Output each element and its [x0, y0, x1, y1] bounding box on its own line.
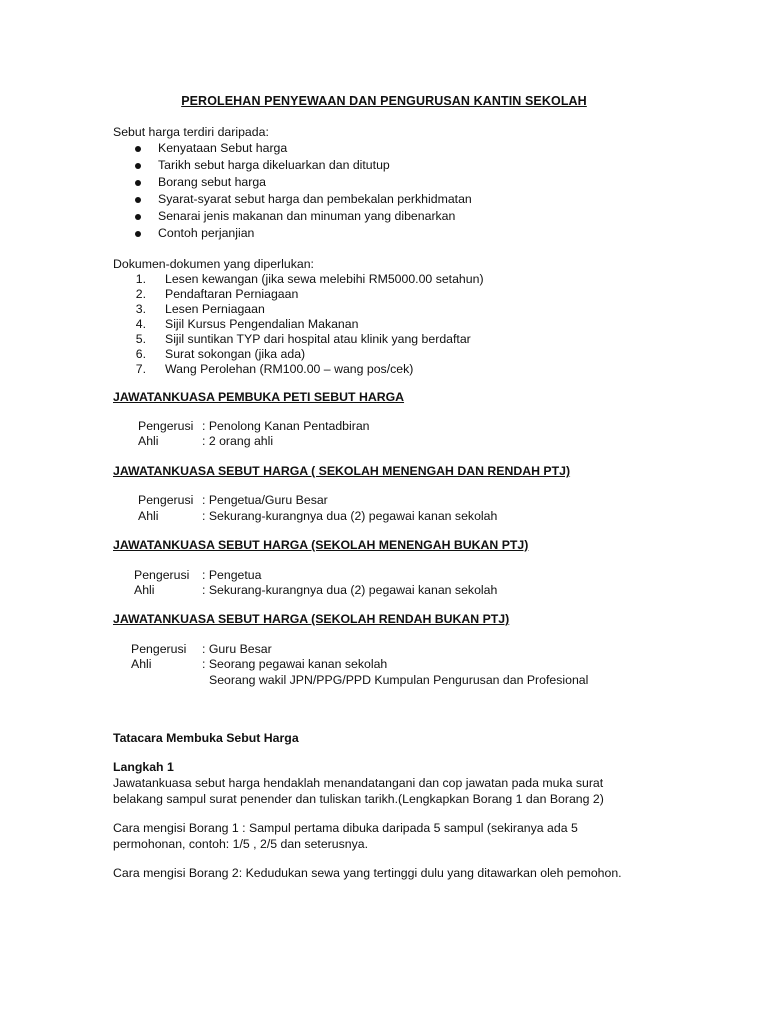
paragraph-line: permohonan, contoh: 1/5 , 2/5 dan seterusnya.	[113, 837, 368, 851]
committee-value: : Guru Besar	[202, 642, 272, 656]
bullet-icon	[135, 180, 141, 186]
committee-role: Pengerusi	[131, 642, 187, 656]
list-number: 5.	[135, 332, 146, 346]
list-number: 7.	[135, 362, 146, 376]
list-item: Contoh perjanjian	[158, 226, 255, 240]
committee-role: Pengerusi	[134, 568, 190, 582]
list-item: Lesen Perniagaan	[165, 302, 265, 316]
bullet-icon	[135, 146, 141, 152]
list-number: 1.	[135, 272, 146, 286]
committee-role: Pengerusi	[138, 493, 194, 507]
committee-extra: Seorang wakil JPN/PPG/PPD Kumpulan Pengurusan dan Profesional	[209, 673, 589, 687]
committee-value: : Sekurang-kurangnya dua (2) pegawai kanan sekolah	[202, 509, 498, 523]
committee-value: : Pengetua	[202, 568, 262, 582]
list-item: Lesen kewangan (jika sewa melebihi RM5000.00 setahun)	[165, 272, 484, 286]
list-item: Kenyataan Sebut harga	[158, 141, 288, 155]
committee-value: : Penolong Kanan Pentadbiran	[202, 419, 370, 433]
documents-label: Dokumen-dokumen yang diperlukan:	[113, 257, 314, 271]
committee-value: : Seorang pegawai kanan sekolah	[202, 657, 388, 671]
list-number: 2.	[135, 287, 146, 301]
paragraph-line: belakang sampul surat penender dan tuliskan tarikh.(Lengkapkan Borang 1 dan Borang 2)	[113, 792, 604, 806]
list-number: 4.	[135, 317, 146, 331]
list-item: Sijil suntikan TYP dari hospital atau klinik yang berdaftar	[165, 332, 471, 346]
list-item: Borang sebut harga	[158, 175, 267, 189]
committee-role: Ahli	[138, 434, 159, 448]
list-item: Sijil Kursus Pengendalian Makanan	[165, 317, 359, 331]
bullet-icon	[135, 163, 141, 169]
page-title: PEROLEHAN PENYEWAAN DAN PENGURUSAN KANTIN SEKOLAH	[181, 94, 587, 108]
committee-role: Ahli	[134, 583, 155, 597]
list-item: Tarikh sebut harga dikeluarkan dan ditutup	[158, 158, 390, 172]
committee-heading: JAWATANKUASA SEBUT HARGA ( SEKOLAH MENENGAH DAN RENDAH PTJ)	[113, 464, 571, 478]
bullet-icon	[135, 197, 141, 203]
committee-value: : 2 orang ahli	[202, 434, 274, 448]
intro-label: Sebut harga terdiri daripada:	[113, 125, 269, 139]
committee-value: : Sekurang-kurangnya dua (2) pegawai kanan sekolah	[202, 583, 498, 597]
list-item: Pendaftaran Perniagaan	[165, 287, 299, 301]
list-item: Senarai jenis makanan dan minuman yang dibenarkan	[158, 209, 456, 223]
committee-heading: JAWATANKUASA SEBUT HARGA (SEKOLAH MENENGAH BUKAN PTJ)	[113, 538, 529, 552]
paragraph-line: Jawatankuasa sebut harga hendaklah menandatangani dan cop jawatan pada muka surat	[113, 776, 604, 790]
committee-heading: JAWATANKUASA SEBUT HARGA (SEKOLAH RENDAH BUKAN PTJ)	[113, 612, 510, 626]
step-heading: Langkah 1	[113, 760, 174, 774]
committee-heading: JAWATANKUASA PEMBUKA PETI SEBUT HARGA	[113, 390, 405, 404]
committee-role: Pengerusi	[138, 419, 194, 433]
bullet-icon	[135, 231, 141, 237]
bullet-icon	[135, 214, 141, 220]
list-item: Syarat-syarat sebut harga dan pembekalan perkhidmatan	[158, 192, 472, 206]
committee-role: Ahli	[138, 509, 159, 523]
committee-role: Ahli	[131, 657, 152, 671]
procedure-heading: Tatacara Membuka Sebut Harga	[113, 731, 299, 745]
list-item: Wang Perolehan (RM100.00 – wang pos/cek)	[165, 362, 414, 376]
paragraph-line: Cara mengisi Borang 2: Kedudukan sewa yang tertinggi dulu yang ditawarkan oleh pemohon.	[113, 866, 622, 880]
list-number: 6.	[135, 347, 146, 361]
list-number: 3.	[135, 302, 146, 316]
paragraph-line: Cara mengisi Borang 1 : Sampul pertama dibuka daripada 5 sampul (sekiranya ada 5	[113, 821, 578, 835]
list-item: Surat sokongan (jika ada)	[165, 347, 306, 361]
committee-value: : Pengetua/Guru Besar	[202, 493, 328, 507]
